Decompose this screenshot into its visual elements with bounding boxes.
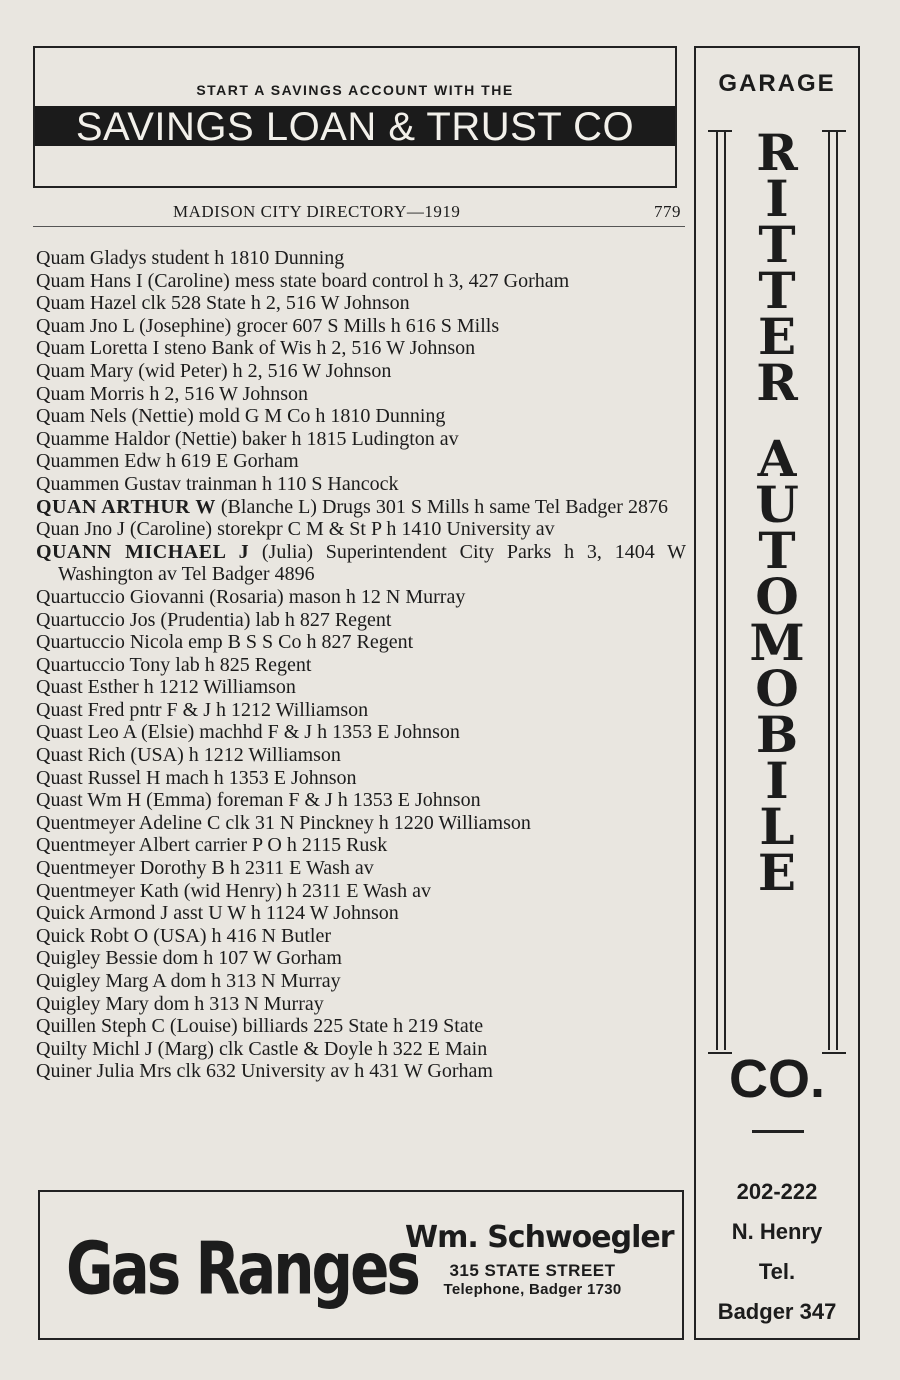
telephone-number: Badger 347 — [717, 1299, 837, 1324]
automobile-letter: E — [757, 843, 797, 902]
automobile-letter: B — [755, 705, 799, 764]
ritter-letter: T — [758, 215, 796, 274]
automobile-letter: I — [765, 751, 789, 810]
entry-text: Quam Hazel clk 528 State h 2, 516 W Johnson — [36, 292, 410, 315]
entry-text: Quast Esther h 1212 Williamson — [36, 676, 296, 699]
entry-text: Quast Rich (USA) h 1212 Williamson — [36, 744, 341, 767]
directory-entry — [36, 609, 686, 632]
gas-ranges-advertisement — [38, 1190, 684, 1340]
automobile-letter: T — [758, 521, 796, 580]
directory-entry — [36, 518, 686, 541]
directory-entry — [36, 744, 686, 767]
directory-entry — [36, 496, 686, 519]
vendor-phone: Telephone, Badger 1730 — [443, 1281, 622, 1298]
entry-text: Quick Armond J asst U W h 1124 W Johnson — [36, 902, 399, 925]
automobile-letter: A — [757, 429, 797, 488]
rail-cap — [822, 130, 846, 132]
entry-text: Quast Leo A (Elsie) machhd F & J h 1353 E Johnson — [36, 721, 460, 744]
entry-text: Quartuccio Tony lab h 825 Regent — [36, 653, 312, 676]
ritter-letter: R — [756, 123, 798, 182]
entry-text: Quam Morris h 2, 516 W Johnson — [36, 382, 309, 405]
entry-text: Quam Gladys student h 1810 Dunning — [36, 247, 345, 269]
automobile-letter: U — [755, 475, 799, 534]
ritter-letter: R — [756, 353, 798, 412]
ritter-letter: E — [757, 307, 797, 366]
entry-text: Quigley Marg A dom h 313 N Murray — [36, 970, 341, 992]
directory-entry — [36, 247, 686, 270]
ritter-letter: I — [765, 169, 789, 228]
entry-text: (Blanche L) Drugs 301 S Mills h same Tel Badger 2876 — [215, 495, 668, 518]
divider — [752, 1130, 804, 1133]
directory-entry — [36, 902, 686, 925]
entry-text: (Julia) Superintendent City Parks h 3, 1404 W Washington av Tel Badger 4896 — [58, 540, 686, 586]
telephone-label: Tel. — [758, 1259, 796, 1284]
directory-entry — [36, 699, 686, 722]
automobile-letter: O — [755, 659, 799, 718]
directory-entry — [36, 541, 686, 586]
entry-text: Quast Fred pntr F & J h 1212 Williamson — [36, 698, 369, 721]
company-abbrev: CO. — [728, 1049, 825, 1109]
directory-listings — [36, 247, 686, 1083]
entry-text: Quam Hans I (Caroline) mess state board control h 3, 427 Gorham — [36, 269, 570, 292]
ritter-word — [756, 123, 798, 412]
rail-cap — [708, 130, 732, 132]
address-line-1: 202-222 — [736, 1179, 818, 1204]
directory-entry — [36, 925, 686, 948]
entry-bold-name: QUAN ARTHUR W — [36, 495, 216, 518]
directory-entry — [36, 721, 686, 744]
entry-text: Quartuccio Nicola emp B S S Co h 827 Regent — [36, 631, 414, 654]
entry-text: Quam Nels (Nettie) mold G M Co h 1810 Dunning — [36, 405, 446, 428]
vendor-name: Wm. Schwoegler — [405, 1220, 674, 1255]
directory-entry — [36, 857, 686, 880]
entry-text: Quigley Bessie dom h 107 W Gorham — [36, 947, 342, 970]
right-decorative-rail — [828, 130, 838, 1050]
gas-ranges-heading: Gas Ranges — [66, 1226, 418, 1311]
directory-entry — [36, 383, 686, 406]
garage-address — [696, 1172, 858, 1332]
directory-title: MADISON CITY DIRECTORY—1919 — [173, 202, 461, 221]
entry-text: Quentmeyer Albert carrier P O h 2115 Rusk — [36, 834, 388, 857]
entry-text: Quam Loretta I steno Bank of Wis h 2, 516 W Johnson — [36, 337, 476, 360]
automobile-letter: O — [755, 567, 799, 626]
entry-text: Quentmeyer Dorothy B h 2311 E Wash av — [36, 857, 374, 880]
entry-text: Quammen Edw h 619 E Gorham — [36, 450, 299, 473]
directory-entry — [36, 880, 686, 903]
entry-text: Quillen Steph C (Louise) billiards 225 State h 219 State — [36, 1015, 484, 1038]
garage-advertisement — [694, 46, 860, 1340]
vertical-name — [734, 123, 820, 902]
directory-entry — [36, 993, 686, 1016]
ritter-letter: T — [758, 261, 796, 320]
ad-tagline: START A SAVINGS ACCOUNT WITH THE — [196, 82, 514, 98]
savings-bank-advertisement — [33, 46, 677, 188]
automobile-letter: M — [749, 613, 805, 672]
vendor-block — [405, 1220, 674, 1298]
entry-bold-name: QUANN MICHAEL J — [36, 540, 250, 563]
garage-heading: GARAGE — [718, 70, 836, 97]
entry-text: Quan Jno J (Caroline) storekpr C M & St P h 1410 University av — [36, 518, 555, 541]
entry-text: Quiner Julia Mrs clk 632 University av h 431 W Gorham — [36, 1060, 493, 1083]
directory-entry — [36, 292, 686, 315]
directory-entry — [36, 789, 686, 812]
directory-entry — [36, 1060, 686, 1083]
directory-entry — [36, 631, 686, 654]
left-decorative-rail — [716, 130, 726, 1050]
entry-text: Quigley Mary dom h 313 N Murray — [36, 992, 324, 1015]
directory-entry — [36, 676, 686, 699]
directory-entry — [36, 1038, 686, 1061]
entry-text: Quamme Haldor (Nettie) baker h 1815 Ludington av — [36, 427, 459, 450]
directory-entry — [36, 947, 686, 970]
entry-text: Quick Robt O (USA) h 416 N Butler — [36, 924, 331, 947]
directory-entry — [36, 767, 686, 790]
directory-entry — [36, 428, 686, 451]
entry-text: Quartuccio Jos (Prudentia) lab h 827 Regent — [36, 608, 392, 631]
vendor-street: 315 STATE STREET — [449, 1261, 616, 1280]
address-line-2: N. Henry — [731, 1219, 823, 1244]
directory-entry — [36, 1015, 686, 1038]
entry-text: Quast Wm H (Emma) foreman F & J h 1353 E Johnson — [36, 789, 481, 812]
entry-text: Quam Mary (wid Peter) h 2, 516 W Johnson — [36, 359, 392, 382]
directory-entry — [36, 654, 686, 677]
entry-text: Quentmeyer Kath (wid Henry) h 2311 E Wash av — [36, 879, 431, 902]
running-header — [33, 200, 685, 227]
directory-entry — [36, 450, 686, 473]
entry-text: Quam Jno L (Josephine) grocer 607 S Mills h 616 S Mills — [36, 314, 500, 337]
entry-text: Quartuccio Giovanni (Rosaria) mason h 12 N Murray — [36, 585, 466, 608]
directory-entry — [36, 405, 686, 428]
entry-text: Quammen Gustav trainman h 110 S Hancock — [36, 472, 399, 495]
directory-entry — [36, 586, 686, 609]
directory-entry — [36, 360, 686, 383]
directory-entry — [36, 834, 686, 857]
directory-entry — [36, 970, 686, 993]
automobile-word — [749, 429, 805, 902]
directory-entry — [36, 337, 686, 360]
directory-entry — [36, 473, 686, 496]
directory-entry — [36, 270, 686, 293]
entry-text: Quilty Michl J (Marg) clk Castle & Doyle h 322 E Main — [36, 1037, 488, 1060]
entry-text: Quast Russel H mach h 1353 E Johnson — [36, 766, 357, 789]
page-number: 779 — [654, 202, 681, 221]
directory-entry — [36, 315, 686, 338]
automobile-letter: L — [759, 797, 795, 856]
bank-name-banner: SAVINGS LOAN & TRUST CO — [35, 106, 675, 146]
directory-entry — [36, 812, 686, 835]
entry-text: Quentmeyer Adeline C clk 31 N Pinckney h 1220 Williamson — [36, 811, 531, 834]
